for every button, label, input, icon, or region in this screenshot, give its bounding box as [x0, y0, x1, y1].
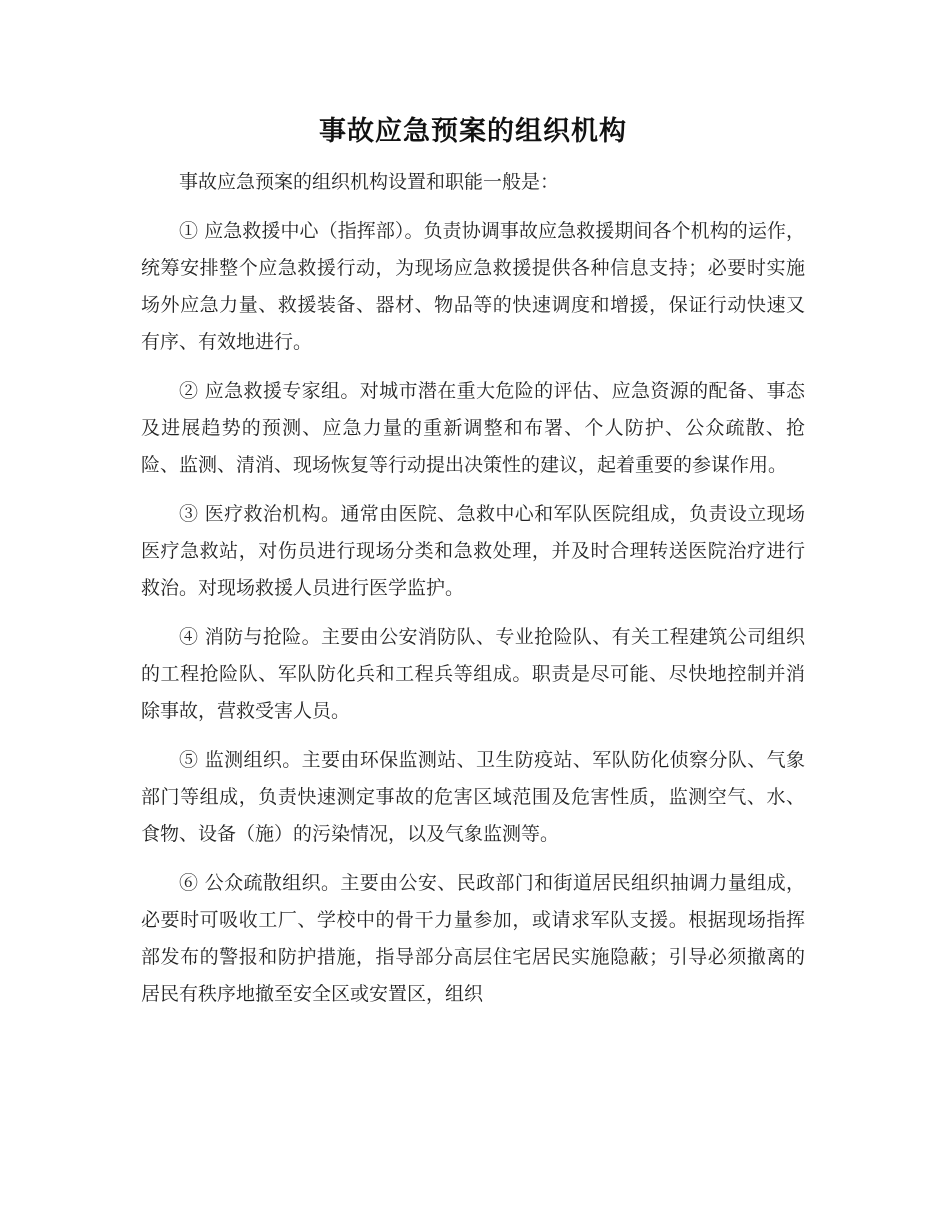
- intro-paragraph: 事故应急预案的组织机构设置和职能一般是：: [179, 171, 560, 193]
- document-title: 事故应急预案的组织机构: [319, 116, 627, 147]
- paragraph-monitoring: ⑤ 监测组织。主要由环保监测站、卫生防疫站、军队防化侦察分队、气象部门等组成，负责快速测定事故的危害区域范围及危害性质，监测空气、水、食物、设备（施）的污染情况，以及气象监测等。: [141, 749, 805, 845]
- document-page: [141, 112, 805, 1013]
- paragraph-medical-treatment: ③ 医疗救治机构。通常由医院、急救中心和军队医院组成，负责设立现场医疗急救站，对伤员进行现场分类和急救处理，并及时合理转送医院治疗进行救治。对现场救援人员进行医学监护。: [141, 503, 805, 599]
- paragraph-command-center: ① 应急救援中心（指挥部）。负责协调事故应急救援期间各个机构的运作，统筹安排整个应急救援行动，为现场应急救援提供各种信息支持；必要时实施场外应急力量、救援装备、器材、物品等的快速调度和增援，保证行动快速又有序、有效地进行。: [141, 220, 805, 353]
- paragraph-public-evacuation: ⑥ 公众疏散组织。主要由公安、民政部门和街道居民组织抽调力量组成，必要时可吸收工厂、学校中的骨干力量参加，或请求军队支援。根据现场指挥部发布的警报和防护措施，指导部分高层住宅居民实施隐蔽；引导必须撤离的居民有秩序地撤至安全区或安置区，组织: [141, 872, 805, 1005]
- paragraph-expert-group: ② 应急救援专家组。对城市潜在重大危险的评估、应急资源的配备、事态及进展趋势的预测、应急力量的重新调整和布署、个人防护、公众疏散、抢险、监测、清消、现场恢复等行动提出决策性的建议，起着重要的参谋作用。: [141, 380, 805, 476]
- paragraph-firefighting-rescue: ④ 消防与抢险。主要由公安消防队、专业抢险队、有关工程建筑公司组织的工程抢险队、军队防化兵和工程兵等组成。职责是尽可能、尽快地控制并消除事故，营救受害人员。: [141, 626, 805, 722]
